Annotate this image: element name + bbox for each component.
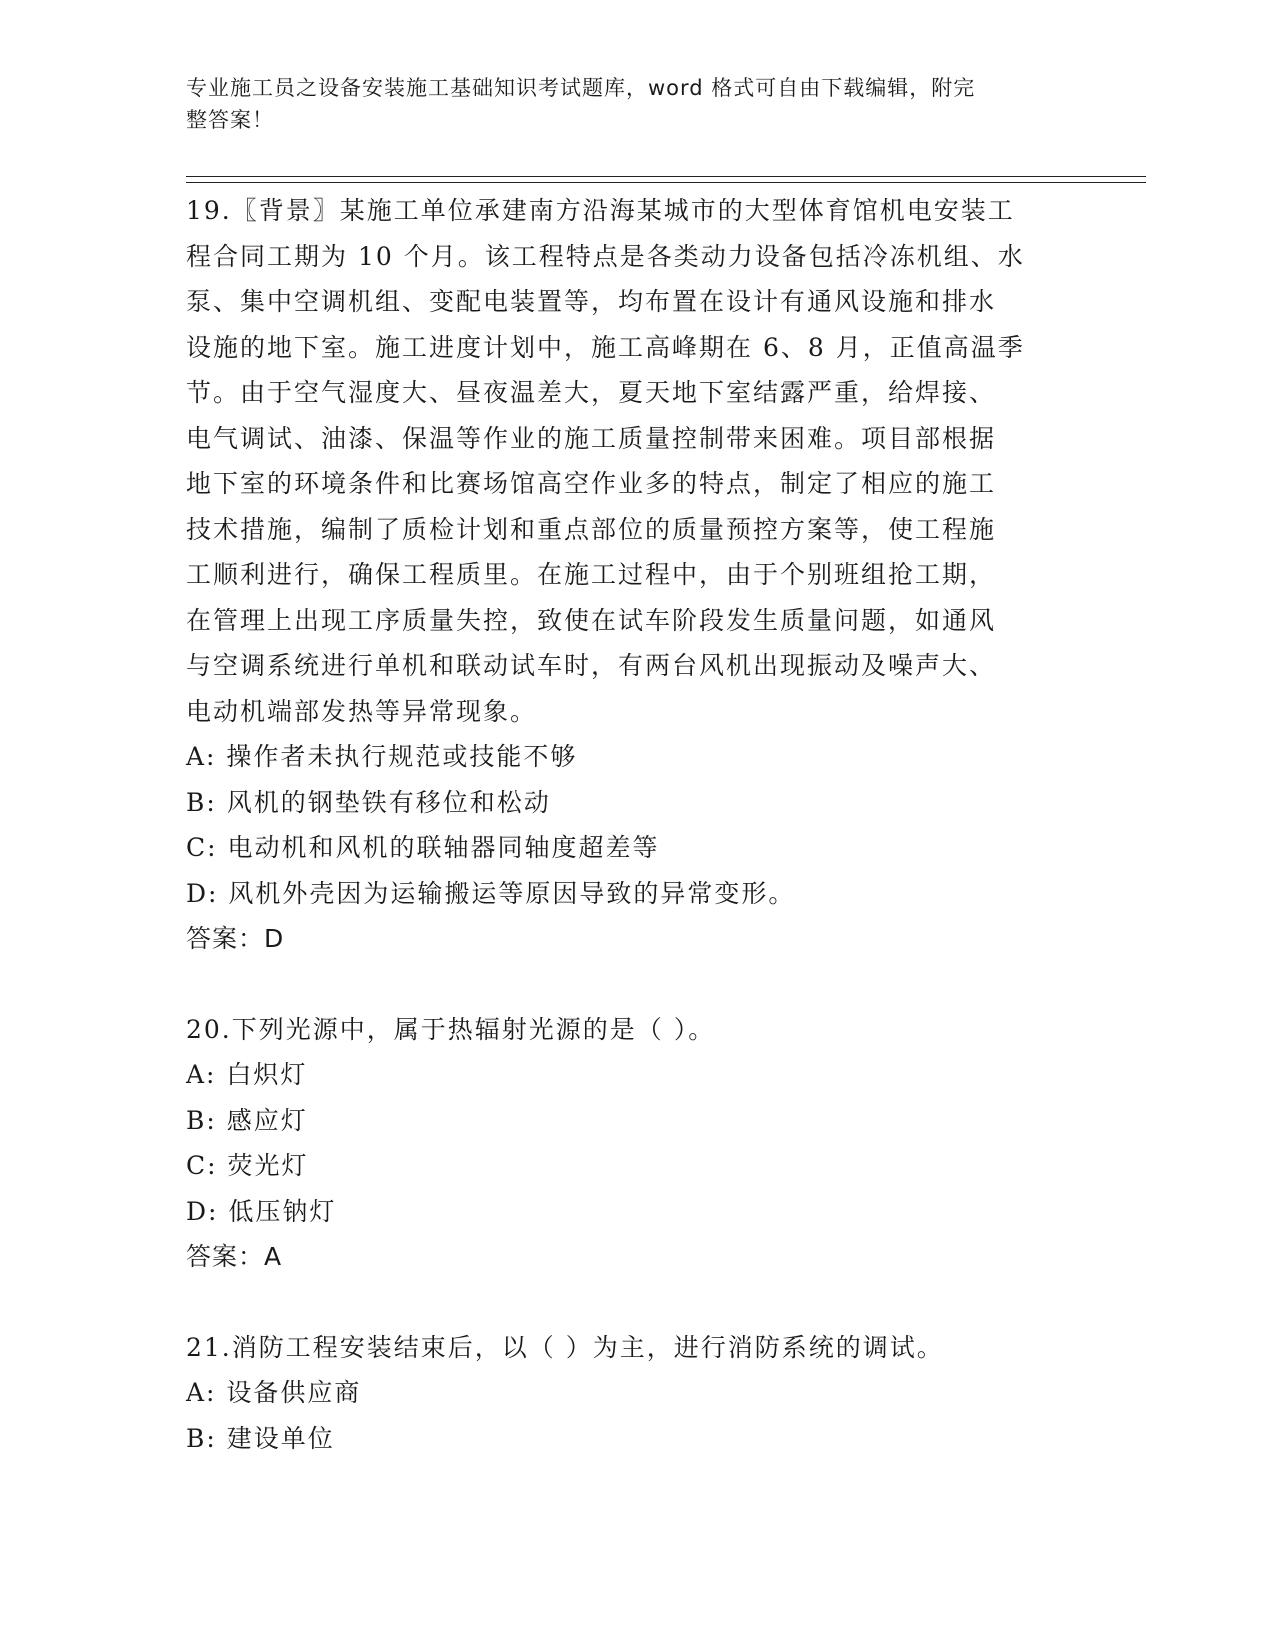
question-text-line: 地下室的环境条件和比赛场馆高空作业多的特点，制定了相应的施工 [186,469,997,498]
option-b: B: 风机的钢垫铁有移位和松动 [186,787,551,817]
header-rule [186,176,1146,177]
question-list [186,188,1066,1461]
option-a: A: 设备供应商 [186,1378,362,1407]
question-21 [186,1325,1066,1462]
answer-label: 答案：A [186,1242,283,1271]
option-b: B: 感应灯 [186,1105,308,1135]
document-header [186,72,1066,136]
option-d: D: 低压钠灯 [186,1196,337,1226]
question-text-line: 在管理上出现工序质量失控，致使在试车阶段发生质量问题，如通风 [186,605,997,635]
question-20 [186,1007,1066,1280]
question-text-line: 节。由于空气湿度大、昼夜温差大，夏天地下室结露严重，给焊接、 [186,378,997,407]
header-rule [186,182,1146,183]
option-d: D: 风机外壳因为运输搬运等原因导致的异常变形。 [186,878,796,908]
option-b: B: 建设单位 [186,1423,335,1453]
spacer [186,1280,1066,1325]
question-text-line: 工顺利进行，确保工程质里。在施工过程中，由于个别班组抢工期， [186,560,997,589]
question-19 [186,188,1066,962]
option-c: C: 荧光灯 [186,1151,309,1180]
question-text-line: 19.〖背景〗某施工单位承建南方沿海某城市的大型体育馆机电安装工 [186,196,1015,225]
spacer [186,962,1066,1007]
question-text-line: 电气调试、油漆、保温等作业的施工质量控制带来困难。项目部根据 [186,423,997,453]
question-text-line: 21.消防工程安装结束后，以（ ）为主，进行消防系统的调试。 [186,1332,944,1362]
option-a: A: 白炽灯 [186,1060,308,1089]
question-text-line: 泵、集中空调机组、变配电装置等，均布置在设计有通风设施和排水 [186,287,997,316]
option-a: A: 操作者未执行规范或技能不够 [186,742,578,771]
header-line: 专业施工员之设备安装施工基础知识考试题库，word 格式可自由下载编辑，附完 [186,76,976,100]
option-c: C: 电动机和风机的联轴器同轴度超差等 [186,833,660,862]
question-text-line: 程合同工期为 10 个月。该工程特点是各类动力设备包括冷冻机组、水 [186,241,1025,271]
answer-label: 答案：D [186,924,285,953]
question-text-line: 与空调系统进行单机和联动试车时，有两台风机出现振动及噪声大、 [186,651,997,680]
question-text-line: 电动机端部发热等异常现象。 [186,696,538,726]
question-text-line: 技术措施，编制了质检计划和重点部位的质量预控方案等，使工程施 [186,514,997,544]
question-text-line: 设施的地下室。施工进度计划中，施工高峰期在 6、8 月，正值高温季 [186,332,1025,362]
header-line: 整答案！ [186,108,274,132]
question-text-line: 20.下列光源中，属于热辐射光源的是（ ）。 [186,1014,716,1044]
